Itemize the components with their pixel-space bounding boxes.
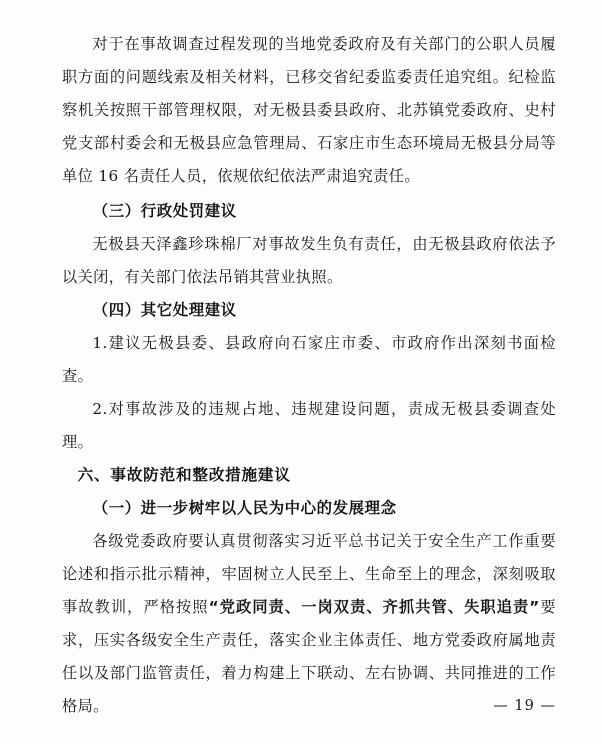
heading-people-centered-development: （一）进一步树牢以人民为中心的发展理念 — [92, 499, 397, 517]
heading-section-six-prevention-measures: 六、事故防范和整改措施建议 — [77, 466, 291, 484]
text-segment-quoted-slogan: “党政同责、一岗双责、齐抓共管、失职追责” — [208, 598, 540, 616]
paragraph-accountability-referral: 对于在事故调查过程发现的当地党委政府及有关部门的公职人员履职方面的问题线索及相关材料，已移交省纪委监委责任追究组。纪检监察机关按照干部管理权限，对无极县委县政府、北苏镇党委政府、史村党支部村委会和无极县应急管理局、石家庄市生态环境局无极县分局等单位 16 名责任人员，依规依纪依法严肃追究责任。 — [62, 35, 556, 185]
paragraph-written-review-suggestion: 1.建议无极县委、县政府向石家庄市委、市政府作出深刻书面检查。 — [62, 334, 556, 385]
text-segment-tail: 要求，压实各级安全生产责任，落实企业主体责任、地方党委政府属地责任以及部门监管责任，着力构建上下联动、左右协调、共同推进的工作格局。 — [62, 598, 556, 715]
text-segment-lead: 各级党委政府要认真贯彻落实习近平总书记关于安全生产工作重要论述和指示批示精神，牢固树立人民至上、生命至上的理念，深刻吸取事故教训，严格按照 — [62, 532, 556, 616]
heading-administrative-penalty-suggestion: （三）行政处罚建议 — [92, 202, 237, 220]
paragraph-party-government-responsibility — [62, 525, 556, 723]
paragraph-illegal-land-use-investigation: 2.对事故涉及的违规占地、违规建设问题，责成无极县委调查处理。 — [62, 400, 556, 451]
paragraph-factory-closure: 无极县天泽鑫珍珠棉厂对事故发生负有责任，由无极县政府依法予以关闭，有关部门依法吊销其营业执照。 — [62, 235, 556, 286]
page-number: — 19 — — [493, 698, 556, 714]
heading-other-handling-suggestion: （四）其它处理建议 — [92, 301, 237, 319]
